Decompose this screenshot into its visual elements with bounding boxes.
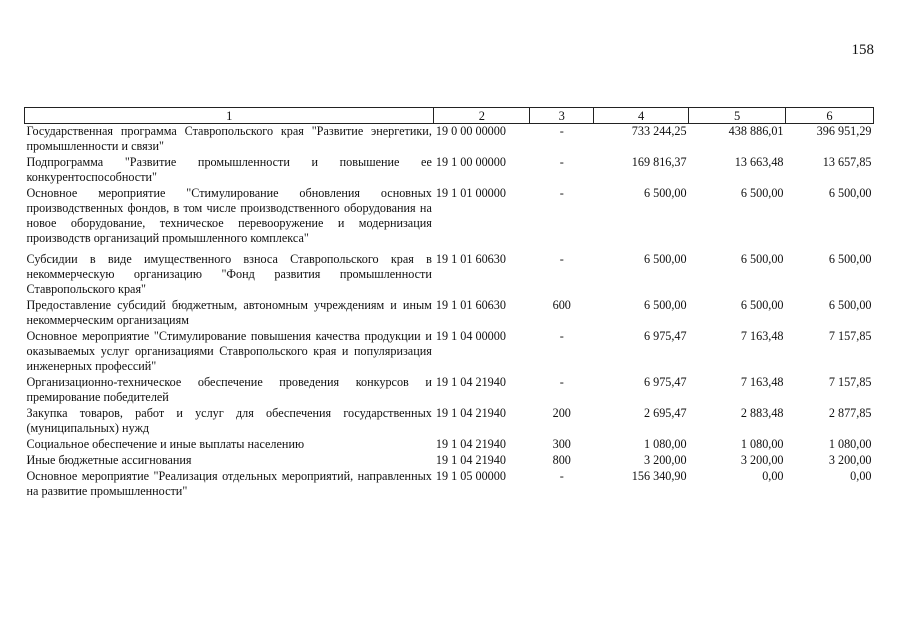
row-expense-type: 300 [552,437,571,451]
row-target-code: 19 0 00 00000 [435,124,506,138]
row-amount-col5: 6 500,00 [740,252,784,266]
page-number: 158 [851,42,874,58]
row-name: Организационно-техническое обеспечение проведения конкурсов и премирование победителей [26,375,432,404]
column-header-4: 4 [594,108,689,124]
row-amount-col4: 156 340,90 [631,469,687,483]
row-name: Основное мероприятие "Стимулирование повышения качества продукции и оказываемых услуг организациями Ставропольского края и популяризация инженерных профессий" [26,329,432,373]
column-header-1: 1 [25,108,434,124]
row-amount-col5: 1 080,00 [740,437,784,451]
row-amount-col6: 0,00 [850,469,872,483]
row-name: Основное мероприятие "Реализация отдельных мероприятий, направленных на развитие промышленности" [26,469,432,498]
row-target-code: 19 1 01 00000 [435,186,506,200]
table-row [25,186,874,252]
row-amount-col4: 6 500,00 [643,186,687,200]
table-row [25,124,874,156]
row-amount-col4: 169 816,37 [631,155,687,169]
row-target-code: 19 1 04 21940 [435,406,506,420]
row-amount-col6: 3 200,00 [828,453,872,467]
row-amount-col5: 3 200,00 [740,453,784,467]
row-amount-col5: 7 163,48 [740,329,784,343]
budget-table [24,107,874,500]
row-amount-col4: 6 500,00 [643,252,687,266]
row-name: Субсидии в виде имущественного взноса Ставропольского края в некоммерческую организацию "Фонд развития промышленности Ставропольского края" [26,252,432,296]
row-amount-col4: 2 695,47 [643,406,687,420]
row-amount-col5: 6 500,00 [740,186,784,200]
table-row [25,329,874,375]
row-amount-col6: 6 500,00 [828,298,872,312]
row-name: Предоставление субсидий бюджетным, автономным учреждениям и иным некоммерческим организациям [26,298,432,327]
column-header-6: 6 [786,108,874,124]
table-body [25,124,874,501]
row-amount-col6: 7 157,85 [828,329,872,343]
row-amount-col4: 6 975,47 [643,375,687,389]
row-amount-col5: 6 500,00 [740,298,784,312]
row-expense-type: 200 [552,406,571,420]
row-amount-col4: 3 200,00 [643,453,687,467]
column-header-5: 5 [689,108,786,124]
table-header [25,108,874,124]
row-amount-col6: 2 877,85 [828,406,872,420]
row-expense-type: - [559,155,564,169]
row-amount-col5: 7 163,48 [740,375,784,389]
row-amount-col5: 13 663,48 [734,155,784,169]
row-name: Государственная программа Ставропольского края "Развитие энергетики, промышленности и связи" [26,124,432,153]
table-row [25,375,874,406]
column-header-3: 3 [530,108,594,124]
row-expense-type: - [559,252,564,266]
row-amount-col6: 1 080,00 [828,437,872,451]
row-expense-type: - [559,124,564,138]
row-name: Подпрограмма "Развитие промышленности и повышение ее конкурентоспособности" [26,155,432,184]
row-expense-type: - [559,329,564,343]
row-name: Иные бюджетные ассигнования [26,453,192,467]
row-target-code: 19 1 04 21940 [435,437,506,451]
table-row [25,406,874,437]
row-name: Социальное обеспечение и иные выплаты населению [26,437,305,451]
header-row [25,108,874,124]
column-header-2: 2 [434,108,530,124]
row-amount-col4: 733 244,25 [631,124,687,138]
table-row [25,453,874,469]
row-expense-type: - [559,186,564,200]
row-target-code: 19 1 05 00000 [435,469,506,483]
row-name: Закупка товаров, работ и услуг для обеспечения государственных (муниципальных) нужд [26,406,432,435]
row-amount-col6: 396 951,29 [816,124,872,138]
row-amount-col4: 6 500,00 [643,298,687,312]
row-amount-col5: 0,00 [762,469,784,483]
row-name: Основное мероприятие "Стимулирование обновления основных производственных фондов, в том числе производственного оборудования на новое оборудование, техническое перевооружение и модернизация производств организаций промышленного комплекса" [26,186,432,245]
table-row [25,252,874,298]
row-target-code: 19 1 04 21940 [435,375,506,389]
row-target-code: 19 1 01 60630 [435,252,506,266]
row-amount-col6: 6 500,00 [828,186,872,200]
row-expense-type: 800 [552,453,571,467]
row-expense-type: - [559,469,564,483]
row-amount-col5: 2 883,48 [740,406,784,420]
row-target-code: 19 1 04 21940 [435,453,506,467]
row-amount-col6: 13 657,85 [822,155,872,169]
row-target-code: 19 1 00 00000 [435,155,506,169]
row-target-code: 19 1 04 00000 [435,329,506,343]
table-row [25,469,874,500]
table-row [25,437,874,453]
table-row [25,155,874,186]
row-amount-col4: 6 975,47 [643,329,687,343]
row-amount-col6: 7 157,85 [828,375,872,389]
row-amount-col5: 438 886,01 [728,124,784,138]
row-amount-col6: 6 500,00 [828,252,872,266]
row-target-code: 19 1 01 60630 [435,298,506,312]
row-amount-col4: 1 080,00 [643,437,687,451]
table-row [25,298,874,329]
row-expense-type: 600 [552,298,571,312]
row-expense-type: - [559,375,564,389]
